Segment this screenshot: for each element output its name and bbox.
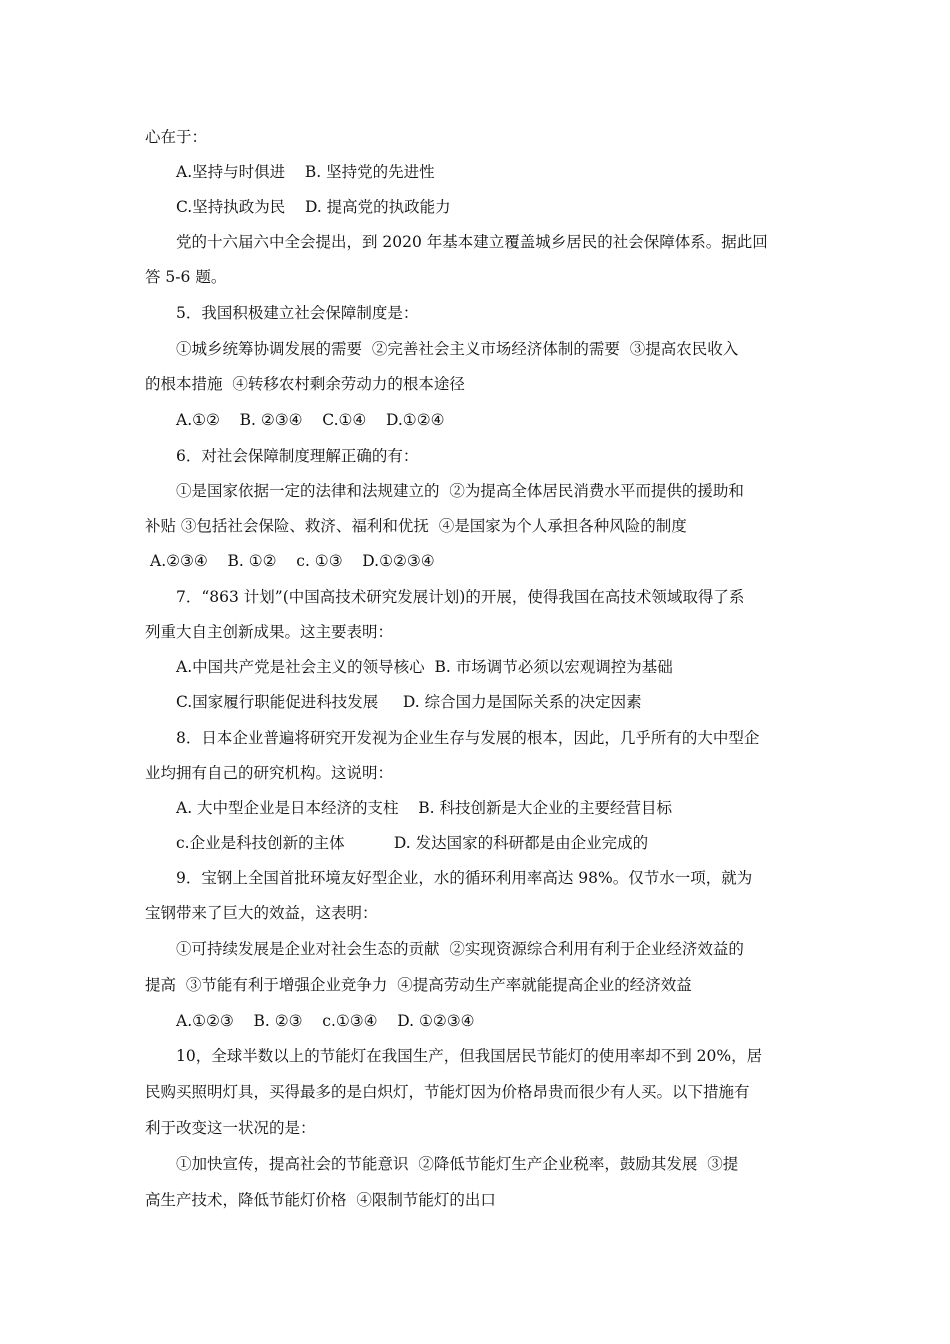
- text-line: 党的十六届六中全会提出，到 2020 年基本建立覆盖城乡居民的社会保障体系。据此回: [176, 233, 768, 251]
- answer-options: A.②③④ B. ①② c. ①③ D.①②③④: [150, 552, 435, 570]
- text-line: 的根本措施 ④转移农村剩余劳动力的根本途径: [145, 375, 465, 393]
- text-line: 心在于：: [145, 128, 208, 146]
- answer-options: A.①② B. ②③④ C.①④ D.①②④: [176, 411, 445, 429]
- question-7: 7．“863 计划”(中国高技术研究发展计划)的开展，使得我国在高技术领域取得了系: [176, 588, 745, 606]
- text-line: ①加快宣传，提高社会的节能意识 ②降低节能灯生产企业税率，鼓励其发展 ③提: [176, 1155, 739, 1173]
- text-line: 利于改变这一状况的是：: [145, 1119, 316, 1137]
- text-line: 补贴 ③包括社会保险、救济、福利和优抚 ④是国家为个人承担各种风险的制度: [145, 517, 687, 535]
- question-10: 10，全球半数以上的节能灯在我国生产，但我国居民节能灯的使用率却不到 20%，居: [176, 1047, 763, 1065]
- answer-options: c.企业是科技创新的主体 D. 发达国家的科研都是由企业完成的: [176, 834, 649, 852]
- text-line: 业均拥有自己的研究机构。这说明：: [145, 764, 394, 782]
- text-line: ①是国家依据一定的法律和法规建立的 ②为提高全体居民消费水平而提供的援助和: [176, 482, 744, 500]
- text-line: 列重大自主创新成果。这主要表明：: [145, 623, 394, 641]
- question-8: 8．日本企业普遍将研究开发视为企业生存与发展的根本，因此，几乎所有的大中型企: [176, 729, 760, 747]
- text-line: 宝钢带来了巨大的效益，这表明：: [145, 904, 378, 922]
- text-line: C.坚持执政为民 D. 提高党的执政能力: [176, 198, 451, 216]
- answer-options: A.①②③ B. ②③ c.①③④ D. ①②③④: [176, 1012, 475, 1030]
- text-line: 答 5-6 题。: [145, 268, 227, 286]
- text-line: 民购买照明灯具，买得最多的是白炽灯，节能灯因为价格昂贵而很少有人买。以下措施有: [145, 1083, 750, 1101]
- question-6: 6．对社会保障制度理解正确的有：: [176, 447, 419, 465]
- text-line: A.坚持与时俱进 B. 坚持党的先进性: [176, 163, 435, 181]
- question-5: 5．我国积极建立社会保障制度是：: [176, 304, 419, 322]
- answer-options: C.国家履行职能促进科技发展 D. 综合国力是国际关系的决定因素: [176, 693, 642, 711]
- text-line: ①可持续发展是企业对社会生态的贡献 ②实现资源综合利用有利于企业经济效益的: [176, 940, 744, 958]
- text-line: 提高 ③节能有利于增强企业竞争力 ④提高劳动生产率就能提高企业的经济效益: [145, 976, 692, 994]
- question-9: 9．宝钢上全国首批环境友好型企业，水的循环利用率高达 98%。仅节水一项，就为: [176, 869, 753, 887]
- answer-options: A. 大中型企业是日本经济的支柱 B. 科技创新是大企业的主要经营目标: [176, 799, 673, 817]
- text-line: 高生产技术，降低节能灯价格 ④限制节能灯的出口: [145, 1191, 496, 1209]
- text-line: ①城乡统筹协调发展的需要 ②完善社会主义市场经济体制的需要 ③提高农民收入: [176, 340, 739, 358]
- answer-options: A.中国共产党是社会主义的领导核心 B. 市场调节必须以宏观调控为基础: [176, 658, 673, 676]
